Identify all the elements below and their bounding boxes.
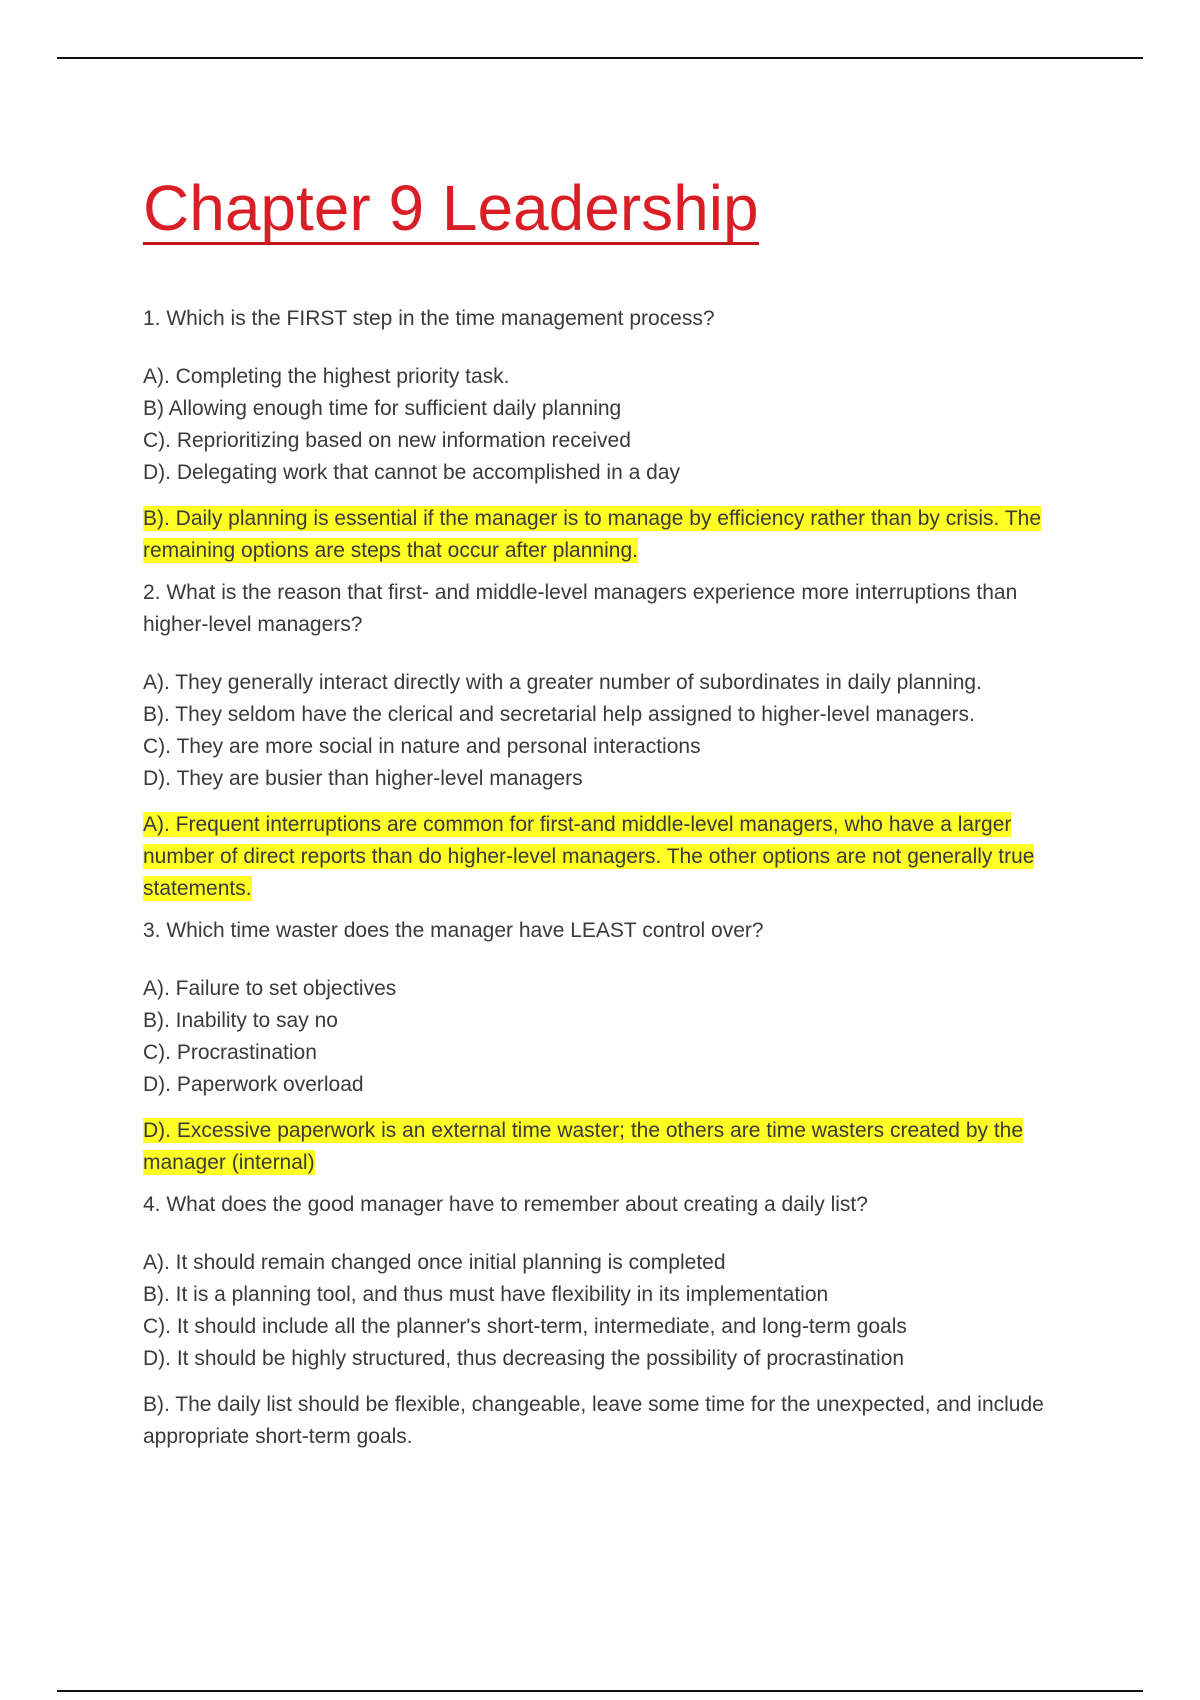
option-list	[143, 973, 1063, 1101]
option-b: B). It is a planning tool, and thus must have flexibility in its implementation	[143, 1283, 829, 1307]
option-list	[143, 361, 1063, 489]
bottom-rule	[57, 1690, 1143, 1692]
option-d: D). Paperwork overload	[143, 1073, 364, 1097]
option-a: A). They generally interact directly with a greater number of subordinates in daily planning.	[143, 671, 982, 695]
option-d: D). They are busier than higher-level managers	[143, 767, 583, 791]
top-rule	[57, 57, 1143, 59]
option-d: D). Delegating work that cannot be accomplished in a day	[143, 461, 680, 485]
question-block	[143, 577, 1063, 905]
answer-text: B). The daily list should be flexible, changeable, leave some time for the unexpected, and include appropriate short-term goals.	[143, 1393, 1044, 1449]
question-text: 2. What is the reason that first- and middle-level managers experience more interruptions than higher-level managers?	[143, 581, 1018, 637]
option-a: A). Failure to set objectives	[143, 977, 397, 1001]
answer-text: D). Excessive paperwork is an external time waster; the others are time wasters created by the manager (internal)	[143, 1119, 1024, 1175]
answer-explanation	[143, 1115, 1063, 1179]
option-b: B) Allowing enough time for sufficient daily planning	[143, 397, 622, 421]
question-block	[143, 1189, 1063, 1453]
option-a: A). Completing the highest priority task.	[143, 365, 510, 389]
option-b: B). They seldom have the clerical and secretarial help assigned to higher-level managers.	[143, 703, 975, 727]
option-list	[143, 667, 1063, 795]
option-c: C). They are more social in nature and personal interactions	[143, 735, 701, 759]
option-c: C). Reprioritizing based on new information received	[143, 429, 631, 453]
question-block	[143, 915, 1063, 1179]
option-b: B). Inability to say no	[143, 1009, 338, 1033]
question-block	[143, 303, 1063, 567]
answer-text: B). Daily planning is essential if the manager is to manage by efficiency rather than by crisis. The remaining options are steps that occur after planning.	[143, 507, 1042, 563]
option-c: C). Procrastination	[143, 1041, 317, 1065]
answer-text: A). Frequent interruptions are common for first-and middle-level managers, who have a larger number of direct reports than do higher-level managers. The other options are not generally true statements.	[143, 813, 1035, 901]
answer-explanation	[143, 1389, 1063, 1453]
page-title: Chapter 9 Leadership	[143, 172, 759, 244]
answer-explanation	[143, 809, 1063, 905]
answer-explanation	[143, 503, 1063, 567]
question-text: 1. Which is the FIRST step in the time management process?	[143, 307, 715, 331]
question-text: 4. What does the good manager have to remember about creating a daily list?	[143, 1193, 868, 1217]
option-list	[143, 1247, 1063, 1375]
question-text: 3. Which time waster does the manager have LEAST control over?	[143, 919, 764, 943]
option-a: A). It should remain changed once initial planning is completed	[143, 1251, 726, 1275]
option-d: D). It should be highly structured, thus decreasing the possibility of procrastination	[143, 1347, 905, 1371]
option-c: C). It should include all the planner's short-term, intermediate, and long-term goals	[143, 1315, 907, 1339]
document-body	[143, 172, 1063, 1453]
